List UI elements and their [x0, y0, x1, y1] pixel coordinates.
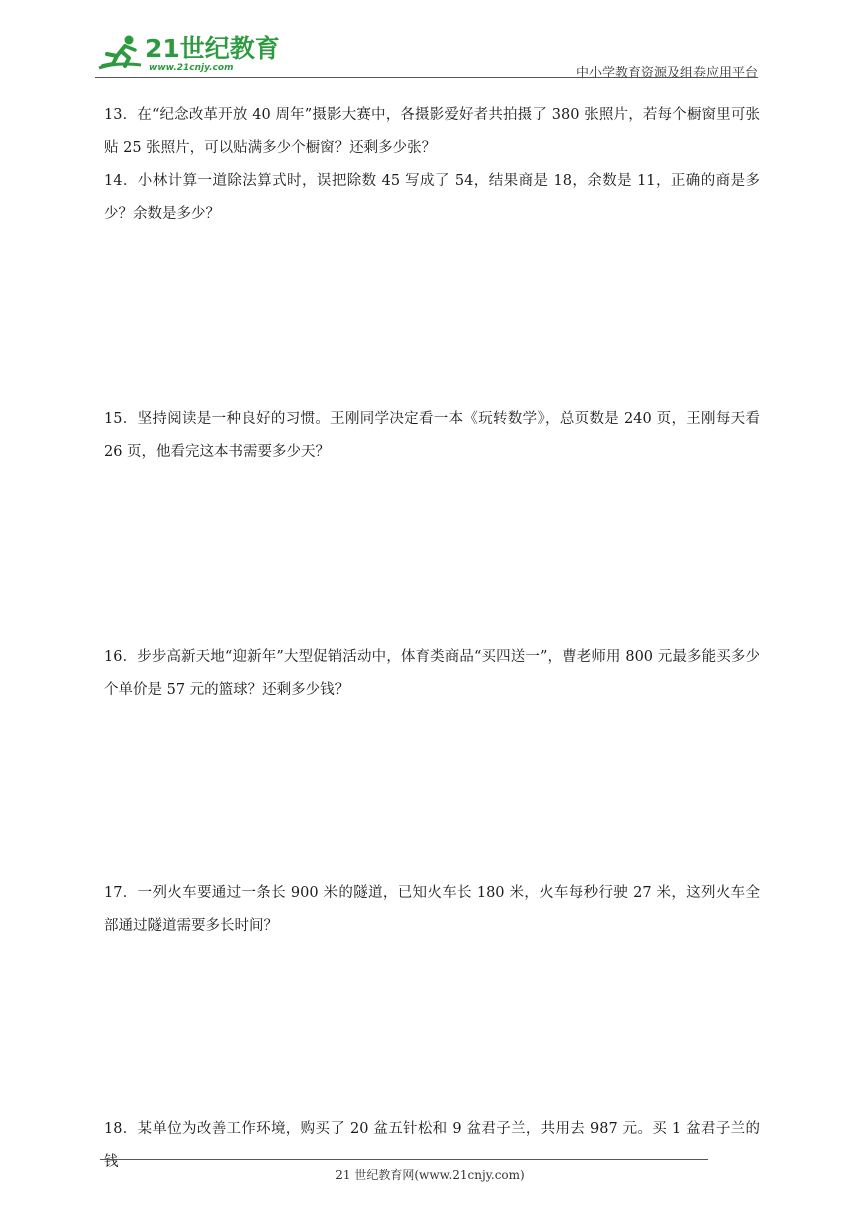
question-16: 16．步步高新天地“迎新年”大型促销活动中，体育类商品“买四送一”，曹老师用 800 元最多能买多少个单价是 57 元的篮球？还剩多少钱？ — [104, 649, 760, 698]
question-17: 17．一列火车要通过一条长 900 米的隧道，已知火车长 180 米，火车每秒行驶 27 米，这列火车全部通过隧道需要多长时间？ — [104, 885, 760, 934]
header-divider — [95, 77, 758, 78]
page-header — [95, 30, 758, 81]
question-14: 14．小林计算一道除法算式时，误把除数 45 写成了 54，结果商是 18，余数是 11，正确的商是多少？余数是多少？ — [104, 173, 760, 222]
question-13: 13．在“纪念改革开放 40 周年”摄影大赛中，各摄影爱好者共拍摄了 380 张照片，若每个橱窗里可张贴 25 张照片，可以贴满多少个橱窗？还剩多少张？ — [104, 107, 760, 156]
page-footer: 21 世纪教育网(www.21cnjy.com) — [335, 1168, 525, 1182]
question-15: 15．坚持阅读是一种良好的习惯。王刚同学决定看一本《玩转数学》，总页数是 240 页，王刚每天看 26 页，他看完这本书需要多少天？ — [104, 411, 760, 460]
logo-url: www.21cnjy.com — [149, 63, 234, 73]
runner-logo-icon — [95, 32, 147, 76]
footer-divider — [100, 1159, 708, 1160]
logo — [95, 32, 280, 76]
logo-text: 21世纪教育 — [145, 34, 280, 63]
header-platform-name: 中小学教育资源及组卷应用平台 — [575, 66, 758, 81]
question-18: 18．某单位为改善工作环境，购买了 20 盆五针松和 9 盆君子兰，共用去 987 元。买 1 盆君子兰的钱 — [104, 1121, 760, 1170]
